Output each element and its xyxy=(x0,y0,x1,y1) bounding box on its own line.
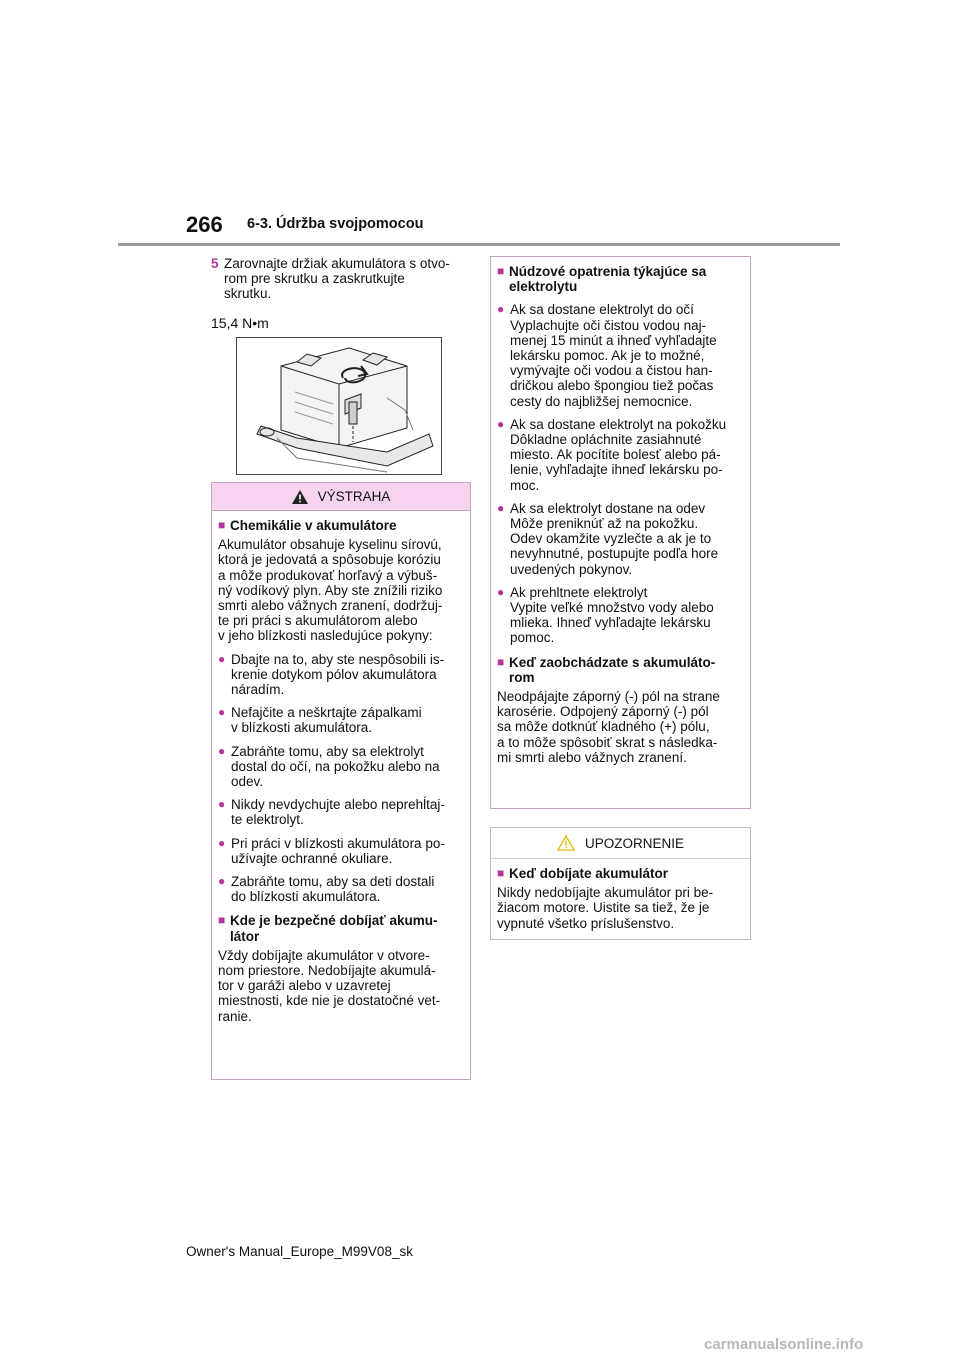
list-item: ● Zabráňte tomu, aby sa elektrolyt dostal do očí, na pokožku alebo na odev. xyxy=(218,743,440,790)
list-item: ● Pri práci v blízkosti akumulátora po- užívajte ochranné okuliare. xyxy=(218,835,445,866)
square-bullet-icon: ■ xyxy=(218,518,226,532)
square-bullet-icon: ■ xyxy=(218,913,226,928)
bullet-dot-icon: ● xyxy=(497,584,505,599)
list-item: ● Ak sa dostane elektrolyt na pokožku Dôkladne opláchnite zasiahnuté miesto. Ak pocítite bolesť alebo pá- lenie, vyhľadajte ihneď lekársku po- moc. xyxy=(497,416,727,493)
step-line: rom pre skrutku a zaskrutkujte xyxy=(224,271,405,286)
square-bullet-icon: ■ xyxy=(497,264,505,278)
battery-illustration xyxy=(236,337,442,475)
list-item: ● Dbajte na to, aby ste nespôsobili is- krenie dotykom pólov akumulátora náradím. xyxy=(218,651,445,698)
step-5 xyxy=(211,256,469,301)
warning-section-text: Vždy dobíjajte akumulátor v otvore- nom priestore. Nedobíjajte akumulá- tor v garáži alebo v uzavretej miestnosti, kde nie je dostatočné vet- ranie. xyxy=(218,947,441,1024)
square-bullet-icon: ■ xyxy=(497,866,505,880)
warning-section-text: Akumulátor obsahuje kyselinu sírovú, ktorá je jedovatá a spôsobuje koróziu a môže produkovať horľavý a výbuš- ný vodíkový plyn. Aby ste znížili riziko smrti alebo vážnych zranení, dodržuj- te pri práci s akumulátorom alebo v jeho blízkosti nasledujúce pokyny: xyxy=(218,537,443,644)
caution-header xyxy=(491,828,750,859)
watermark: carmanualsonline.info xyxy=(704,1336,864,1353)
page-number: 266 xyxy=(186,212,223,237)
bullet-dot-icon: ● xyxy=(218,874,226,889)
list-item: ● Nefajčite a neškrtajte zápalkami v blízkosti akumulátora. xyxy=(218,705,422,736)
header-divider xyxy=(118,243,840,246)
section-title: 6-3. Údržba svojpomocou xyxy=(247,216,424,232)
warning-title: VÝSTRAHA xyxy=(317,489,391,504)
left-column xyxy=(211,256,469,331)
list-item: ● Ak sa elektrolyt dostane na odev Môže preniknúť až na pokožku. Odev okamžite vyzlečte a ak je to nevyhnutné, postupujte podľa hore uvedených pokynov. xyxy=(497,500,719,577)
emergency-section-heading: ■ Keď zaobchádzate s akumuláto- rom xyxy=(497,654,716,685)
emergency-heading: ■ Núdzové opatrenia týkajúce sa elektrolytu xyxy=(497,264,707,295)
bullet-dot-icon: ● xyxy=(497,500,505,515)
warning-box xyxy=(211,482,471,1080)
step-text xyxy=(224,256,450,301)
bullet-dot-icon: ● xyxy=(497,302,505,317)
emergency-section-text: Neodpájajte záporný (-) pól na strane karosérie. Odpojený záporný (-) pól sa môže dotknúť kladného (+) pólu, a to môže spôsobiť skrat s následka- mi smrti alebo vážnych zranení. xyxy=(497,689,720,765)
bullet-dot-icon: ● xyxy=(218,743,226,758)
warning-section-heading: ■ Kde je bezpečné dobíjať akumu- látor xyxy=(218,913,438,944)
list-item: ● Zabráňte tomu, aby sa deti dostali do blízkosti akumulátora. xyxy=(218,874,435,905)
warning-icon xyxy=(292,490,308,504)
warning-header xyxy=(212,483,470,511)
list-item: ● Ak prehltnete elektrolyt Vypite veľké množstvo vody alebo mlieka. Ihneď vyhľadajte lekársku pomoc. xyxy=(497,584,714,646)
square-bullet-icon: ■ xyxy=(497,654,505,669)
footer-text: Owner's Manual_Europe_M99V08_sk xyxy=(186,1244,413,1259)
bullet-dot-icon: ● xyxy=(218,651,226,666)
caution-text: Nikdy nedobíjajte akumulátor pri be- žiacom motore. Uistite sa tiež, že je vypnuté všetko príslušenstvo. xyxy=(497,885,714,931)
warning-body xyxy=(212,511,470,1028)
battery-clamp-drawing xyxy=(237,338,441,474)
caution-title: UPOZORNENIE xyxy=(584,835,684,851)
list-item: ● Nikdy nevdychujte alebo neprehĺtaj- te elektrolyt. xyxy=(218,797,445,828)
bullet-dot-icon: ● xyxy=(218,797,226,812)
bullet-dot-icon: ● xyxy=(218,835,226,850)
emergency-body xyxy=(491,257,750,769)
bullet-dot-icon: ● xyxy=(497,416,505,431)
step-line: skrutku. xyxy=(224,286,272,301)
caution-heading: ■ Keď dobíjate akumulátor xyxy=(497,866,668,881)
emergency-box xyxy=(490,256,751,809)
torque-value: 15,4 N•m xyxy=(211,315,269,331)
warning-section-heading: ■ Chemikálie v akumulátore xyxy=(218,518,397,533)
caution-body xyxy=(491,859,750,935)
bullet-dot-icon: ● xyxy=(218,705,226,720)
caution-box xyxy=(490,827,751,940)
step-line: Zarovnajte držiak akumulátora s otvo- xyxy=(224,256,450,271)
caution-icon xyxy=(557,835,575,851)
step-number: 5 xyxy=(211,256,219,271)
page-header xyxy=(0,0,960,250)
list-item: ● Ak sa dostane elektrolyt do očí Vyplachujte oči čistou vodou naj- menej 15 minút a ihneď vyhľadajte lekársku pomoc. Ak je to možné, vymývajte oči vodou a čistou han- dričkou alebo špongiou tiež počas cesty do najbližšej nemocnice. xyxy=(497,302,717,409)
